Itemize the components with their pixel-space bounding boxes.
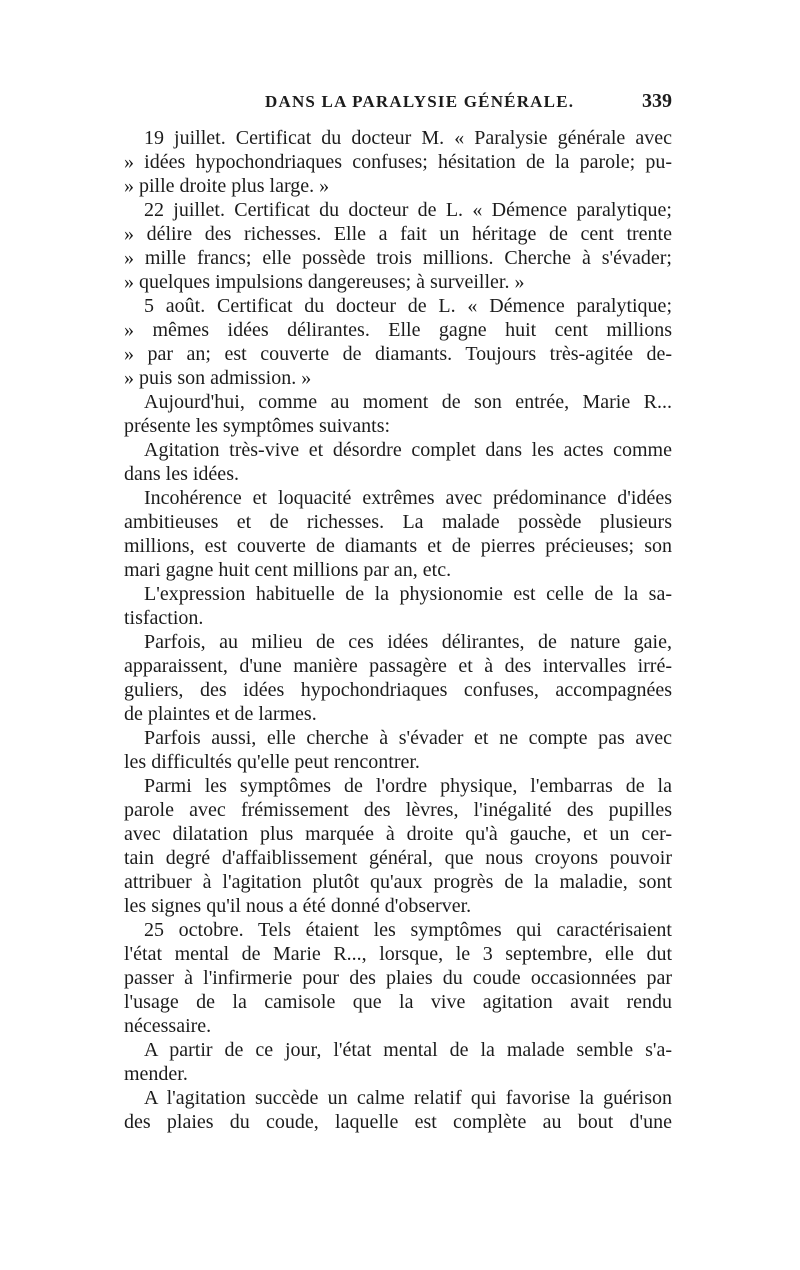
text-line: les signes qu'il nous a été donné d'observer. <box>124 895 472 917</box>
text-line: » mille francs; elle possède trois millions. Cherche à s'évader; <box>124 247 672 269</box>
text-line: » idées hypochondriaques confuses; hésitation de la parole; pu- <box>124 151 672 173</box>
text-line: dans les idées. <box>124 463 239 485</box>
text-line: présente les symptômes suivants: <box>124 415 391 437</box>
text-line: ambitieuses et de richesses. La malade possède plusieurs <box>124 511 672 533</box>
text-line: parole avec frémissement des lèvres, l'inégalité des pupilles <box>124 799 672 821</box>
text-line: » quelques impulsions dangereuses; à surveiller. » <box>124 271 525 293</box>
body-text <box>124 126 672 1134</box>
text-line: A partir de ce jour, l'état mental de la malade semble s'a- <box>144 1039 672 1061</box>
text-line: tisfaction. <box>124 607 204 629</box>
text-line: » mêmes idées délirantes. Elle gagne huit cent millions <box>124 319 672 341</box>
text-line: passer à l'infirmerie pour des plaies du coude occasionnées par <box>124 967 672 989</box>
text-line: guliers, des idées hypochondriaques confuses, accompagnées <box>124 679 672 701</box>
text-line: tain degré d'affaiblissement général, que nous croyons pouvoir <box>124 847 672 869</box>
text-line: 5 août. Certificat du docteur de L. « Démence paralytique; <box>144 295 672 317</box>
text-line: les difficultés qu'elle peut rencontrer. <box>124 751 420 773</box>
running-head: DANS LA PARALYSIE GÉNÉRALE. <box>265 92 575 111</box>
text-line: » délire des richesses. Elle a fait un héritage de cent trente <box>124 223 672 245</box>
page-number: 339 <box>642 90 672 112</box>
text-line: 19 juillet. Certificat du docteur M. « Paralysie générale avec <box>144 127 672 149</box>
text-line: 22 juillet. Certificat du docteur de L. « Démence paralytique; <box>144 199 672 221</box>
text-line: avec dilatation plus marquée à droite qu'à gauche, et un cer- <box>124 823 672 845</box>
text-line: des plaies du coude, laquelle est complète au bout d'une <box>124 1111 672 1133</box>
text-line: apparaissent, d'une manière passagère et à des intervalles irré- <box>124 655 672 677</box>
page-header <box>140 90 672 118</box>
text-line: » par an; est couverte de diamants. Toujours très-agitée de- <box>124 343 672 365</box>
text-line: Aujourd'hui, comme au moment de son entrée, Marie R... <box>144 391 672 413</box>
text-line: Incohérence et loquacité extrêmes avec prédominance d'idées <box>144 487 672 509</box>
text-line: L'expression habituelle de la physionomie est celle de la sa- <box>144 583 672 605</box>
text-line: Parfois, au milieu de ces idées délirantes, de nature gaie, <box>144 631 672 653</box>
text-line: A l'agitation succède un calme relatif qui favorise la guérison <box>144 1087 672 1109</box>
text-line: Agitation très-vive et désordre complet dans les actes comme <box>144 439 672 461</box>
text-line: l'état mental de Marie R..., lorsque, le 3 septembre, elle dut <box>124 943 672 965</box>
text-line: » pille droite plus large. » <box>124 175 330 197</box>
text-line: mender. <box>124 1063 188 1085</box>
text-line: attribuer à l'agitation plutôt qu'aux progrès de la maladie, sont <box>124 871 672 893</box>
text-line: nécessaire. <box>124 1015 212 1037</box>
text-line: 25 octobre. Tels étaient les symptômes qui caractérisaient <box>144 919 672 941</box>
text-line: de plaintes et de larmes. <box>124 703 317 725</box>
text-line: l'usage de la camisole que la vive agitation avait rendu <box>124 991 672 1013</box>
text-line: Parmi les symptômes de l'ordre physique, l'embarras de la <box>144 775 672 797</box>
text-line: » puis son admission. » <box>124 367 312 389</box>
text-line: mari gagne huit cent millions par an, etc. <box>124 559 452 581</box>
text-line: millions, est couverte de diamants et de pierres précieuses; son <box>124 535 672 557</box>
text-line: Parfois aussi, elle cherche à s'évader et ne compte pas avec <box>144 727 672 749</box>
